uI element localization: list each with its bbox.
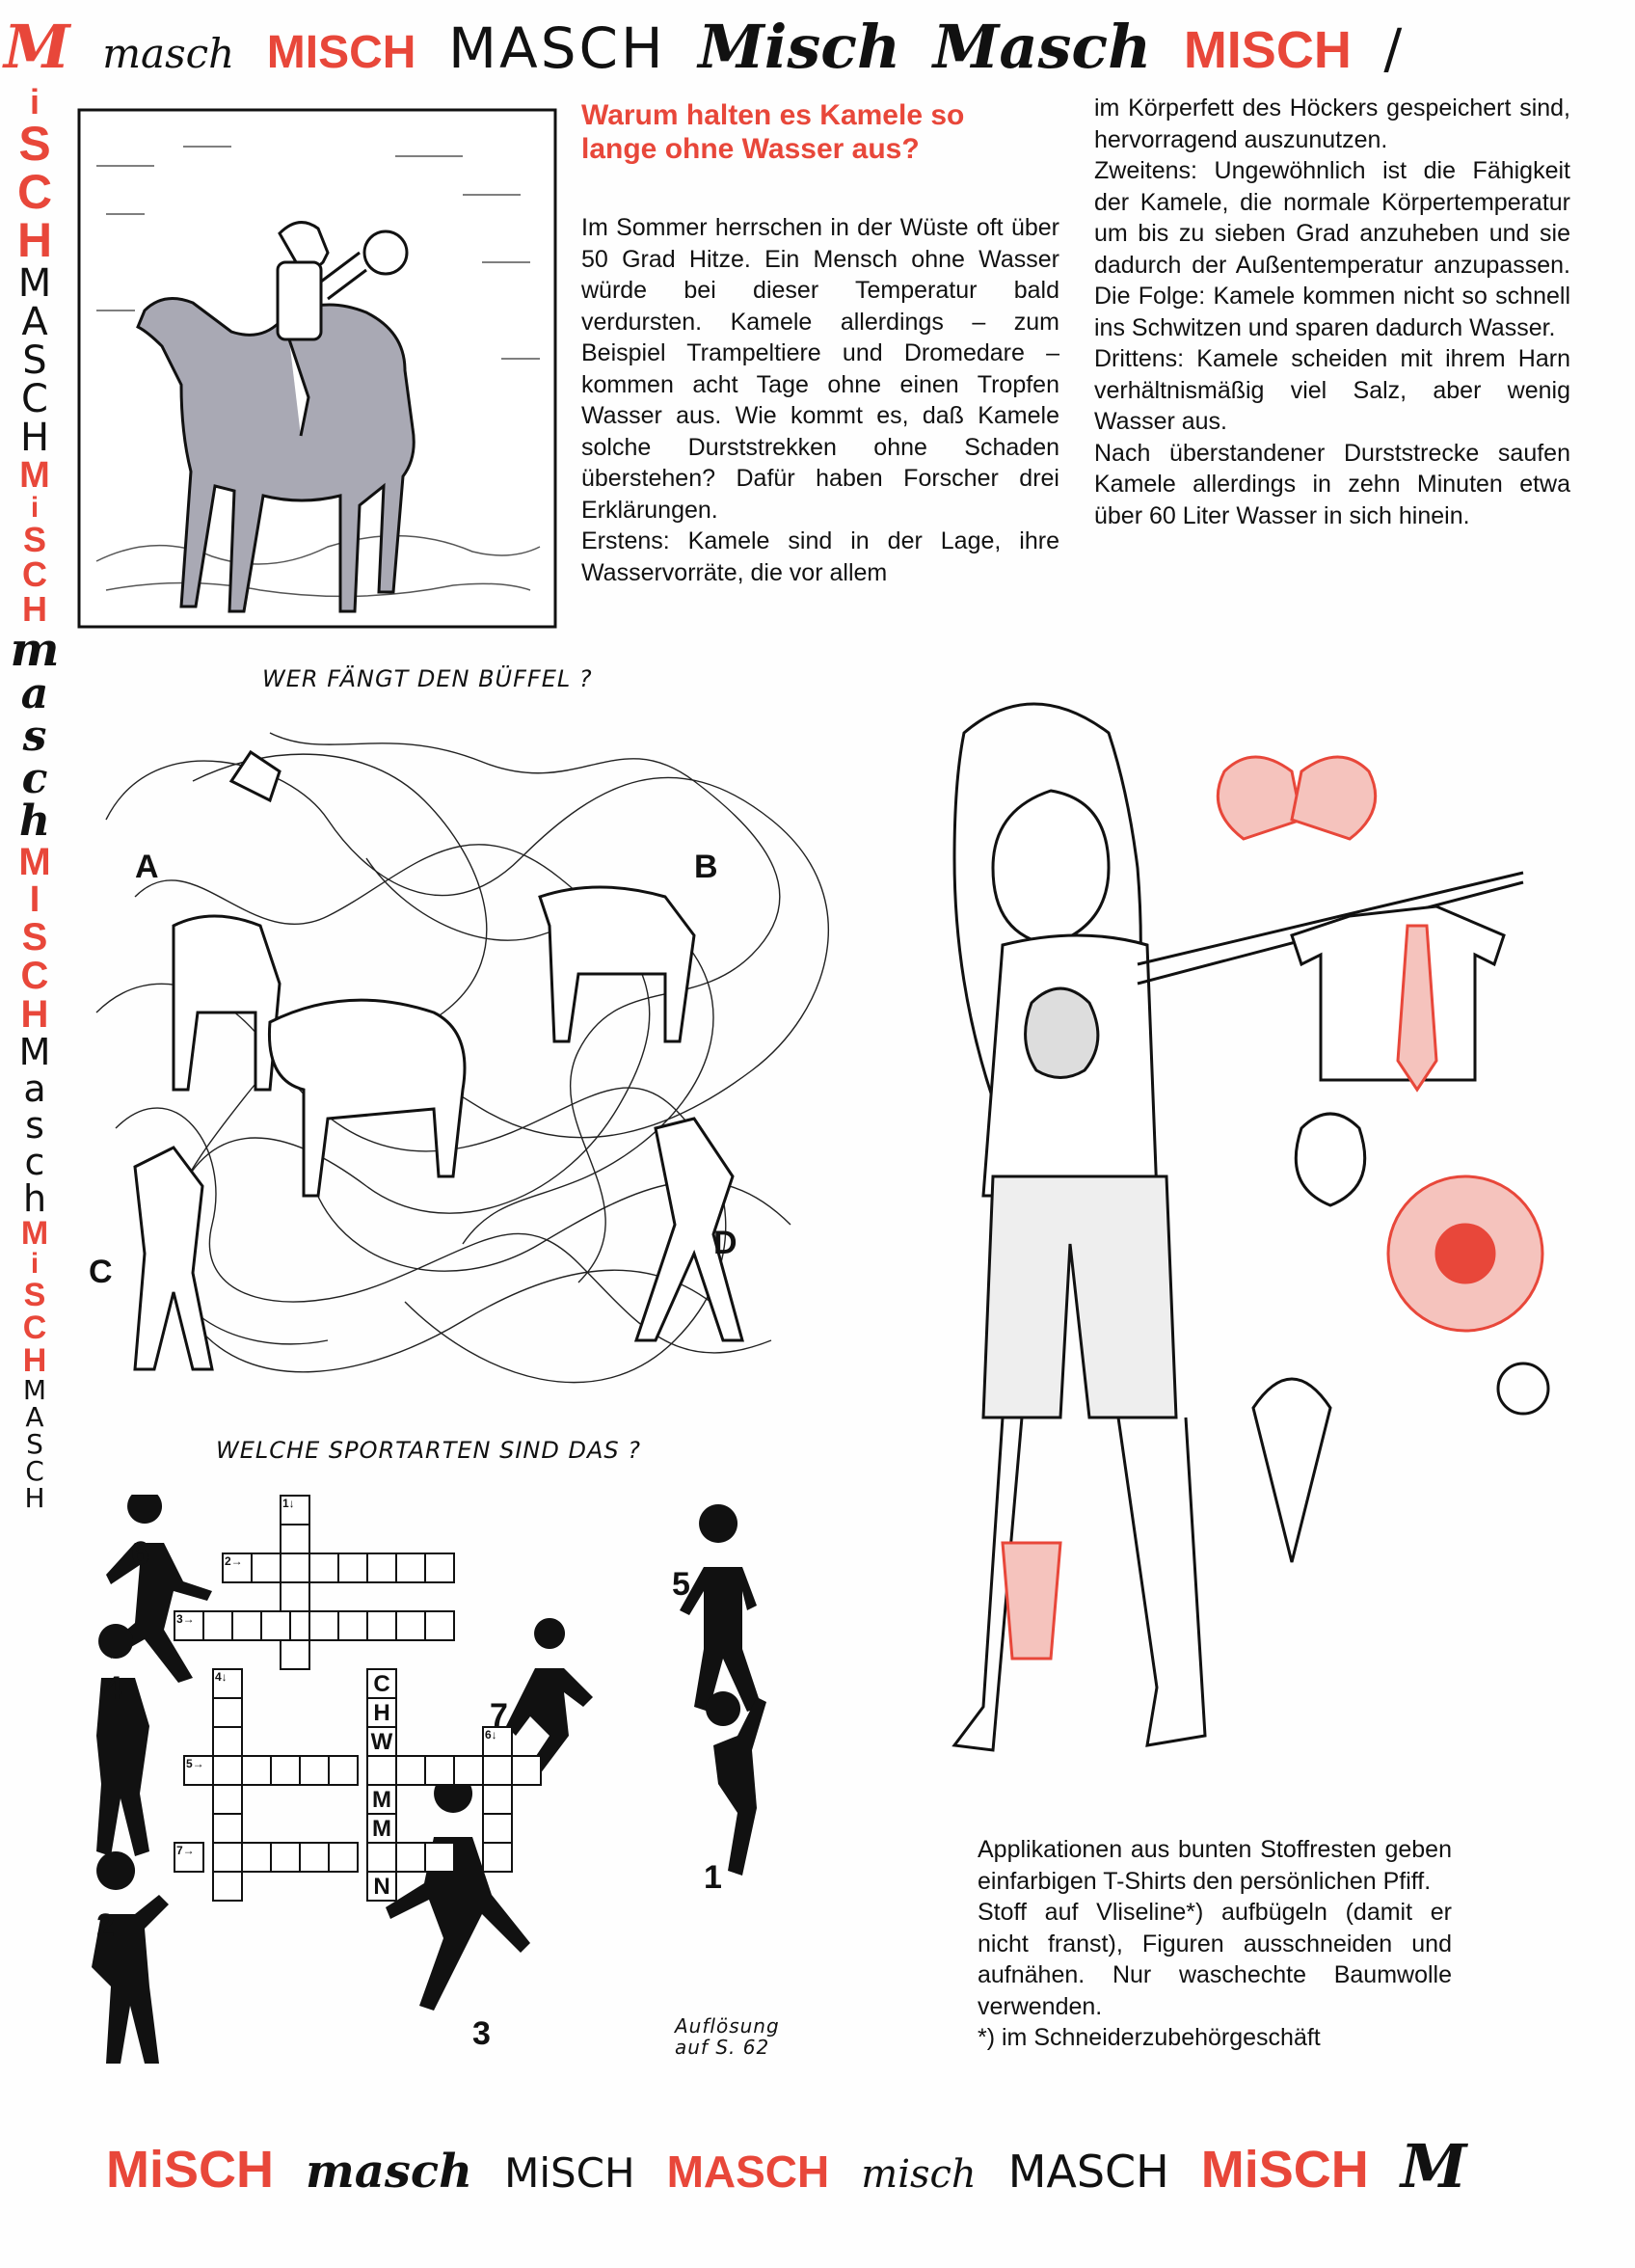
- banner-word: MISCH: [1183, 21, 1352, 79]
- crossword-cell[interactable]: [212, 1871, 243, 1902]
- applique-footnote: *) im Schneiderzubehörgeschäft: [978, 2024, 1321, 2051]
- sport-number: 4: [104, 1670, 122, 1707]
- camel-article-col1: [581, 98, 1059, 588]
- banner-word: MASCH: [448, 15, 666, 81]
- banner-letter: H: [22, 589, 47, 629]
- crossword-cell[interactable]: [337, 1610, 368, 1641]
- crossword-cell[interactable]: [511, 1755, 542, 1786]
- crossword-cell[interactable]: N: [366, 1871, 397, 1902]
- crossword-cell[interactable]: [395, 1610, 426, 1641]
- left-banner: [6, 82, 64, 1514]
- crossword-cell[interactable]: [212, 1813, 243, 1844]
- banner-letter: M: [18, 1031, 51, 1073]
- crossword-cell[interactable]: [366, 1552, 397, 1583]
- applique-paragraph: Stoff auf Vliseline*) aufbügeln (damit er nicht franst), Figuren ausschneiden und aufnähen. Nur waschechte Baumwolle verwenden.: [978, 1899, 1452, 2020]
- banner-letter: S: [22, 338, 47, 383]
- banner-letter: C: [22, 554, 47, 594]
- crossword-cell[interactable]: M: [366, 1784, 397, 1815]
- banner-word: Masch: [932, 12, 1152, 82]
- crossword-cell[interactable]: [424, 1755, 455, 1786]
- crossword-cell[interactable]: [424, 1842, 455, 1873]
- banner-letter: H: [22, 1342, 47, 1379]
- banner-word: MISCH: [266, 27, 416, 78]
- banner-letter: M: [20, 1215, 49, 1252]
- camel-article-col2: [1094, 93, 1570, 531]
- clue-number: 7→: [176, 1844, 195, 1857]
- crossword-cell[interactable]: [280, 1552, 310, 1583]
- bottom-banner: [106, 2131, 1484, 2201]
- solution-note: Auflösung auf S. 62: [675, 2014, 780, 2059]
- banner-word: MASCH: [1007, 2146, 1169, 2198]
- crossword-cell[interactable]: [453, 1755, 484, 1786]
- banner-letter: H: [20, 993, 49, 1036]
- banner-letter: C: [20, 955, 49, 997]
- banner-letter: S: [21, 916, 48, 958]
- crossword-cell[interactable]: [251, 1552, 281, 1583]
- banner-letter: s: [25, 1104, 44, 1147]
- crossword-cell[interactable]: [299, 1842, 330, 1873]
- crossword-cell[interactable]: [395, 1755, 426, 1786]
- sport-silhouettes: [87, 1495, 839, 2102]
- clue-number: 6↓: [485, 1728, 497, 1742]
- crossword-cell[interactable]: [424, 1552, 455, 1583]
- maze-label-b: B: [694, 849, 718, 885]
- maze-image: [77, 704, 848, 1398]
- crossword-cell[interactable]: [260, 1610, 291, 1641]
- crossword-cell[interactable]: [395, 1842, 426, 1873]
- banner-letter: s: [22, 712, 47, 761]
- article-paragraph: Erstens: Kamele sind in der Lage, ihre Wasservorräte, die vor allem: [581, 527, 1059, 586]
- banner-word: M: [4, 12, 70, 82]
- article-paragraph: Drittens: Kamele scheiden mit ihrem Harn verhältnismäßig viel Salz, aber wenig Wasser aus.: [1094, 345, 1570, 435]
- crossword-cell[interactable]: [212, 1842, 243, 1873]
- crossword-cell[interactable]: [366, 1842, 397, 1873]
- article-paragraph: im Körperfett des Höckers gespeichert sind, hervorragend auszunutzen.: [1094, 94, 1570, 153]
- crossword-cell[interactable]: [270, 1755, 301, 1786]
- article-paragraph: Zweitens: Ungewöhnlich ist die Fähigkeit der Kamele, die normale Körpertemperatur um bis zu sieben Grad anzuheben und sie dadurch der Außentemperatur anzupassen. Die Folge: Kamele kommen nicht so schnell ins Schwitzen und sparen dadurch Wasser.: [1094, 157, 1570, 341]
- banner-word: MiSCH: [106, 2141, 274, 2199]
- banner-letter: M: [19, 455, 50, 496]
- banner-letter: S: [22, 520, 46, 559]
- crossword-cell[interactable]: [482, 1755, 513, 1786]
- banner-letter: M: [17, 261, 52, 306]
- banner-letter: m: [10, 623, 60, 677]
- clue-number: 1↓: [282, 1497, 295, 1510]
- crossword-cell[interactable]: [424, 1610, 455, 1641]
- crossword-cell[interactable]: [482, 1842, 513, 1873]
- crossword-cell[interactable]: [280, 1639, 310, 1670]
- clue-number: 5→: [186, 1757, 204, 1770]
- sport-number: 1: [704, 1859, 722, 1896]
- banner-letter: S: [18, 117, 51, 171]
- banner-letter: C: [22, 1310, 47, 1346]
- banner-word: misch: [861, 2152, 977, 2197]
- camel-illustration: [77, 108, 557, 629]
- applique-paragraph: Applikationen aus bunten Stoffresten geben einfarbigen T-Shirts den persönlichen Pfiff.: [978, 1836, 1452, 1895]
- banner-letter: A: [25, 1401, 44, 1433]
- banner-letter: H: [24, 1482, 45, 1514]
- top-banner: [4, 12, 1419, 82]
- banner-word: Misch: [698, 12, 901, 82]
- banner-letter: h: [22, 1177, 47, 1220]
- banner-letter: h: [19, 796, 50, 846]
- crossword-cell[interactable]: [337, 1552, 368, 1583]
- banner-letter: i: [30, 492, 40, 524]
- banner-letter: a: [23, 1067, 46, 1110]
- banner-letter: C: [25, 1455, 44, 1487]
- sport-number: 5: [672, 1566, 690, 1603]
- crossword-cell[interactable]: [270, 1842, 301, 1873]
- maze-label-a: A: [135, 849, 159, 885]
- maze-label-d: D: [713, 1225, 737, 1261]
- maze-label-c: C: [89, 1254, 113, 1290]
- sport-number: 2: [96, 1907, 115, 1944]
- girl-applique-image: [848, 675, 1620, 1794]
- banner-word: MASCH: [666, 2146, 830, 2197]
- sport-number: 6: [131, 1535, 149, 1572]
- article-paragraph: Nach überstandener Durststrecke saufen Kamele allerdings in zehn Minuten etwa über 60 Liter Wasser in sich hinein.: [1094, 439, 1570, 529]
- crossword-cell[interactable]: [212, 1697, 243, 1728]
- crossword-cell[interactable]: C: [366, 1668, 397, 1699]
- banner-letter: C: [21, 377, 48, 421]
- crossword-cell[interactable]: [241, 1842, 272, 1873]
- banner-letter: i: [29, 82, 40, 122]
- maze-puzzle: [77, 704, 848, 1398]
- applique-illustration: [848, 675, 1620, 1794]
- crossword-cell[interactable]: [280, 1524, 310, 1554]
- banner-letter: C: [16, 165, 53, 219]
- banner-word: /: [1383, 18, 1403, 81]
- crossword-puzzle: [87, 1495, 839, 2102]
- crossword-cell[interactable]: [241, 1755, 272, 1786]
- banner-letter: M: [18, 841, 51, 883]
- banner-word: MiSCH: [504, 2149, 635, 2197]
- banner-letter: c: [24, 1141, 45, 1183]
- banner-word: MiSCH: [1200, 2141, 1369, 2199]
- crossword-cell[interactable]: [280, 1581, 310, 1612]
- clue-number: 3→: [176, 1612, 195, 1626]
- crossword-cell[interactable]: [328, 1755, 359, 1786]
- banner-letter: a: [20, 669, 49, 718]
- crossword-cell[interactable]: [366, 1610, 397, 1641]
- crossword-cell[interactable]: [212, 1784, 243, 1815]
- banner-letter: S: [26, 1428, 43, 1460]
- crossword-cell[interactable]: [482, 1813, 513, 1844]
- banner-letter: I: [29, 879, 40, 920]
- crossword-cell[interactable]: [328, 1842, 359, 1873]
- crossword-cell[interactable]: [395, 1552, 426, 1583]
- clue-number: 2→: [225, 1554, 243, 1568]
- applique-text: [978, 1834, 1452, 2054]
- crossword-cell[interactable]: M: [366, 1813, 397, 1844]
- crossword-cell[interactable]: [366, 1755, 397, 1786]
- crossword-cell[interactable]: [212, 1726, 243, 1757]
- banner-word: M: [1400, 2131, 1467, 2201]
- banner-letter: i: [30, 1248, 40, 1280]
- article-paragraph: Im Sommer herrschen in der Wüste oft über 50 Grad Hitze. Ein Mensch ohne Wasser würde bei dieser Temperatur bald verdursten. Kamele allerdings – zum Beispiel Trampeltiere und Dromedare – kommen acht Tage ohne einen Tropfen Wasser aus. Wie kommt es, daß Kamele solche Durststrekken ohne Schaden überstehen? Dafür haben Forscher drei Erklärungen.: [581, 214, 1059, 524]
- banner-word: masch: [306, 2145, 473, 2199]
- crossword-cell[interactable]: [299, 1755, 330, 1786]
- crossword-cell[interactable]: [308, 1552, 339, 1583]
- clue-number: 4↓: [215, 1670, 228, 1684]
- camel-rider-image: [77, 108, 557, 629]
- banner-letter: A: [21, 300, 48, 344]
- banner-letter: H: [16, 213, 53, 267]
- crossword-cell[interactable]: H: [366, 1697, 397, 1728]
- banner-letter: H: [19, 416, 50, 460]
- banner-word: masch: [102, 30, 235, 77]
- banner-letter: S: [23, 1277, 46, 1313]
- crossword-cell[interactable]: [308, 1610, 339, 1641]
- article-title: Warum halten es Kamele so lange ohne Wasser aus?: [581, 99, 965, 165]
- maze-title: WER FÄNGT DEN BÜFFEL ?: [262, 665, 593, 692]
- crossword-cell[interactable]: W: [366, 1726, 397, 1757]
- sport-number: 7: [490, 1697, 508, 1734]
- sport-number: 3: [472, 2015, 491, 2052]
- crossword-cell[interactable]: [202, 1610, 233, 1641]
- crossword-cell[interactable]: [212, 1755, 243, 1786]
- banner-letter: M: [22, 1374, 47, 1406]
- crossword-cell[interactable]: [231, 1610, 262, 1641]
- crossword-title: WELCHE SPORTARTEN SIND DAS ?: [216, 1437, 641, 1464]
- crossword-cell[interactable]: [482, 1784, 513, 1815]
- banner-letter: c: [21, 754, 48, 803]
